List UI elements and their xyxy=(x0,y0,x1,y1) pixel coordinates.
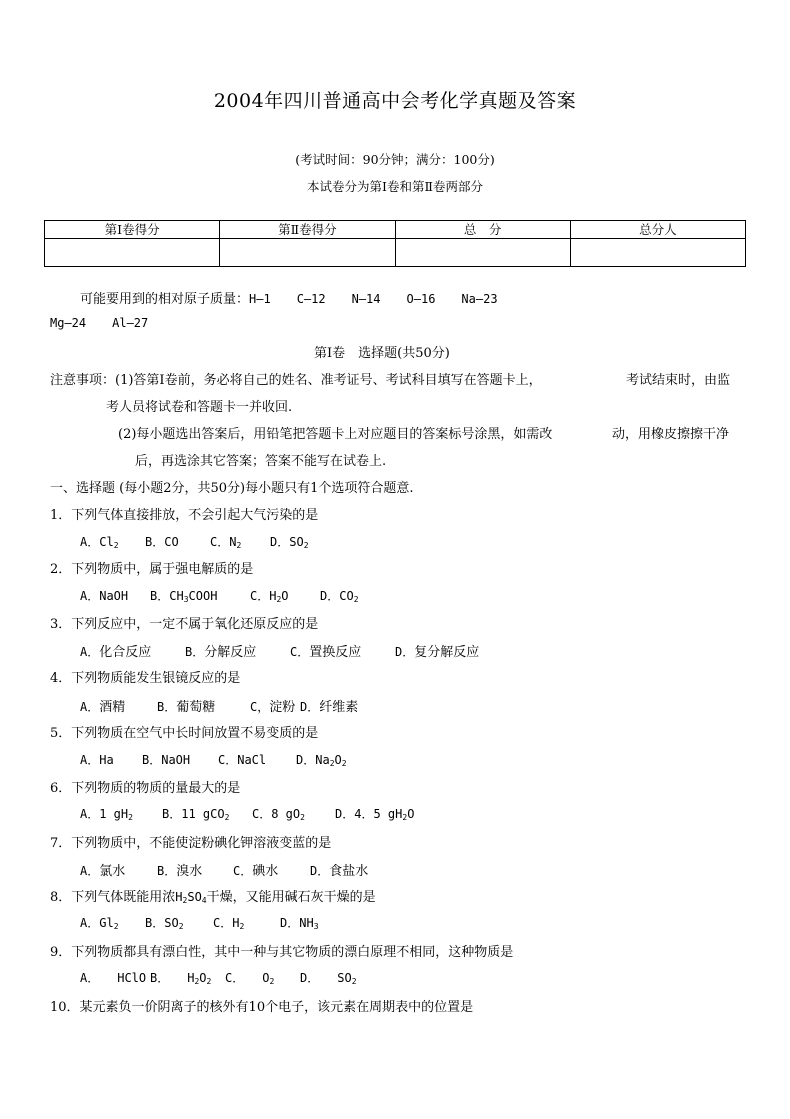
text-part: 氯水 xyxy=(99,864,126,879)
text-part: O xyxy=(199,971,207,985)
atomic-mass-mg: Mg—24 xyxy=(50,316,87,330)
text-part: CO xyxy=(164,535,179,549)
option-label: C． xyxy=(210,535,230,549)
question-4-option-a xyxy=(80,696,125,715)
option-label: C． xyxy=(218,753,238,767)
question-5-option-b xyxy=(142,751,190,768)
option-label: A． xyxy=(80,753,100,767)
option-label: C． xyxy=(290,645,310,659)
question-7-option-c xyxy=(233,860,278,879)
text-part: 复分解反应 xyxy=(414,645,480,660)
option-label: A． xyxy=(80,535,100,549)
text-part: SO xyxy=(289,535,304,549)
score-value-part2[interactable] xyxy=(220,239,395,267)
text-part: 酒精 xyxy=(99,700,126,715)
question-3-option-c xyxy=(290,641,361,660)
part-heading: 一、选择题 (每小题2分，共50分)每小题只有1个选项符合题意. xyxy=(50,481,414,496)
option-label: B． xyxy=(145,916,165,930)
option-label: A． xyxy=(80,807,100,821)
question-9-option-b xyxy=(150,969,211,986)
question-stem-3: 3．下列反应中，一定不属于氧化还原反应的是 xyxy=(50,617,319,632)
question-stem-2: 2．下列物质中，属于强电解质的是 xyxy=(50,562,254,577)
note2-tail: 动，用橡皮擦擦干净 xyxy=(612,427,730,442)
question-stem-8 xyxy=(50,886,376,905)
notes-line1 xyxy=(50,369,542,388)
text-part: Ha xyxy=(99,753,114,767)
option-label: B． xyxy=(142,753,162,767)
option-label: B． xyxy=(162,807,182,821)
option-label: B． xyxy=(150,971,170,985)
note1-tail: 考试结束时，由监 xyxy=(626,373,731,388)
question-stem-4: 4．下列物质能发生银镜反应的是 xyxy=(50,671,241,686)
text-part: 干燥，又能用碱石灰干燥的是 xyxy=(206,890,376,905)
section-title: 第Ⅰ卷 选择题(共50分) xyxy=(314,346,450,361)
score-header-total: 总 分 xyxy=(395,221,570,239)
subscript: 2 xyxy=(239,922,245,931)
subscript: 2 xyxy=(113,922,119,931)
text-part: H xyxy=(232,916,240,930)
score-table-value-row xyxy=(45,239,746,267)
atomic-mass-na: Na—23 xyxy=(461,292,498,306)
text-part: O xyxy=(334,753,342,767)
note2-line1: (2)每小题选出答案后，用铅笔把答题卡上对应题目的答案标号涂黑，如需改 xyxy=(118,427,553,442)
question-2-option-a xyxy=(80,587,128,604)
text-part: HClO xyxy=(117,971,147,985)
question-7-option-d xyxy=(310,860,368,879)
question-5-option-c xyxy=(218,751,266,768)
question-1-option-c xyxy=(210,533,241,550)
text-part: 8．下列气体既能用浓 xyxy=(50,890,176,905)
question-4-option-b xyxy=(157,696,215,715)
option-label: A． xyxy=(80,700,100,714)
subscript: 3 xyxy=(313,922,319,931)
question-3-option-a xyxy=(80,641,151,660)
option-label: C． xyxy=(225,971,245,985)
text-part: Gl xyxy=(99,916,114,930)
atomic-mass-n: N—14 xyxy=(351,292,381,306)
subscript: 2 xyxy=(300,813,305,822)
document-title: 2004年四川普通高中会考化学真题及答案 xyxy=(213,90,577,112)
text-part: NaOH xyxy=(161,753,191,767)
text-part: O xyxy=(281,589,289,603)
question-9-option-c xyxy=(225,969,274,986)
option-label: C． xyxy=(252,807,272,821)
subscript: 2 xyxy=(303,541,309,550)
subscript: 2 xyxy=(341,759,347,768)
question-4-option-d xyxy=(300,696,358,715)
text-part: 11 gCO xyxy=(181,807,225,821)
question-7-option-b xyxy=(157,860,202,879)
text-part: NH xyxy=(299,916,314,930)
question-stem-1: 1．下列气体直接排放，不会引起大气污染的是 xyxy=(50,508,319,523)
question-6-option-a xyxy=(80,805,133,822)
note2-line2: 后，再选涂其它答案；答案不能写在试卷上. xyxy=(135,454,387,469)
subscript: 2 xyxy=(276,595,282,604)
question-stem-10: 10．某元素负一价阴离子的核外有10个电子，该元素在周期表中的位置是 xyxy=(50,1000,474,1015)
note1-text: (1)答第Ⅰ卷前，务必将自己的姓名、准考证号、考试科目填写在答题卡上， xyxy=(115,373,542,388)
text-part: 置换反应 xyxy=(309,645,362,660)
question-8-option-b xyxy=(145,914,184,931)
option-label: D． xyxy=(395,645,415,659)
question-stem-7: 7．下列物质中，不能使淀粉碘化钾溶液变蓝的是 xyxy=(50,836,332,851)
text-part: 食盐水 xyxy=(329,864,369,879)
structure-note: 本试卷分为第Ⅰ卷和第Ⅱ卷两部分 xyxy=(307,179,483,194)
question-6-option-d xyxy=(335,805,414,822)
question-5-option-d xyxy=(296,751,347,768)
question-5-option-a xyxy=(80,751,114,768)
option-label: D． xyxy=(320,589,340,603)
question-6-option-b xyxy=(162,805,229,822)
atomic-masses-label: 可能要用到的相对原子质量： xyxy=(80,292,250,307)
text-part: N xyxy=(229,535,237,549)
text-part: 化合反应 xyxy=(99,645,152,660)
option-label: B． xyxy=(185,645,205,659)
option-label: C． xyxy=(233,864,253,878)
option-label: C． xyxy=(250,589,270,603)
option-label: B． xyxy=(145,535,165,549)
option-label: D． xyxy=(300,971,320,985)
question-3-option-b xyxy=(185,641,256,660)
score-header-part2: 第Ⅱ卷得分 xyxy=(220,221,395,239)
text-part: SO xyxy=(187,890,202,904)
question-7-option-a xyxy=(80,860,125,879)
question-1-option-d xyxy=(270,533,309,550)
option-label: D． xyxy=(335,807,355,821)
subscript: 2 xyxy=(113,541,119,550)
text-part: H xyxy=(187,971,195,985)
question-stem-6: 6．下列物质的物质的量最大的是 xyxy=(50,781,241,796)
subscript: 2 xyxy=(329,759,335,768)
subscript: 2 xyxy=(402,813,408,822)
text-part: 8 gO xyxy=(271,807,301,821)
option-label: D． xyxy=(300,700,320,714)
score-table xyxy=(44,220,746,267)
subscript: 2 xyxy=(206,977,212,986)
option-label: A． xyxy=(80,864,100,878)
text-part: 碘水 xyxy=(252,864,279,879)
text-part: O xyxy=(262,971,270,985)
text-part: NaOH xyxy=(99,589,129,603)
question-stem-9: 9．下列物质都具有漂白性，其中一种与其它物质的漂白原理不相同，这种物质是 xyxy=(50,945,514,960)
question-2-option-c xyxy=(250,587,289,604)
text-part: COOH xyxy=(188,589,218,603)
subscript: 2 xyxy=(236,541,242,550)
text-part: O xyxy=(407,807,415,821)
question-4-option-c xyxy=(250,696,295,715)
question-1-option-a xyxy=(80,533,119,550)
question-8-option-c xyxy=(213,914,244,931)
question-1-option-b xyxy=(145,533,179,550)
text-part: SO xyxy=(164,916,179,930)
option-label: A． xyxy=(80,589,100,603)
subscript: 2 xyxy=(182,896,188,905)
option-label: A． xyxy=(80,916,100,930)
text-part: 纤维素 xyxy=(319,700,359,715)
score-header-grader: 总分人 xyxy=(570,221,745,239)
subscript: 3 xyxy=(183,595,189,604)
text-part: 4．5 gH xyxy=(354,807,403,821)
text-part: CO xyxy=(339,589,354,603)
question-stem-5: 5．下列物质在空气中长时间放置不易变质的是 xyxy=(50,726,319,741)
option-label: A． xyxy=(80,971,100,985)
question-6-option-c xyxy=(252,805,305,822)
option-label: B． xyxy=(157,864,177,878)
atomic-masses-line1 xyxy=(80,288,498,307)
note1-line2: 考人员将试卷和答题卡一并收回. xyxy=(106,400,293,415)
option-label: B． xyxy=(157,700,177,714)
option-label: D． xyxy=(296,753,316,767)
option-label: D． xyxy=(310,864,330,878)
subscript: 4 xyxy=(201,896,207,905)
exam-info: (考试时间：90分钟；满分：100分) xyxy=(295,152,495,167)
score-table-header-row xyxy=(45,221,746,239)
score-header-part1: 第Ⅰ卷得分 xyxy=(45,221,220,239)
text-part: H xyxy=(175,890,183,904)
text-part: Cl xyxy=(99,535,114,549)
text-part: 溴水 xyxy=(176,864,203,879)
subscript: 2 xyxy=(194,977,200,986)
question-3-option-d xyxy=(395,641,479,660)
option-label: D． xyxy=(270,535,290,549)
subscript: 2 xyxy=(224,813,230,822)
text-part: Na xyxy=(315,753,330,767)
atomic-mass-h: H—1 xyxy=(249,292,271,306)
question-9-option-d xyxy=(300,969,357,986)
question-2-option-b xyxy=(150,587,217,604)
question-8-option-a xyxy=(80,914,119,931)
atomic-mass-c: C—12 xyxy=(296,292,326,306)
option-label: C． xyxy=(213,916,233,930)
text-part: H xyxy=(269,589,277,603)
option-label: A． xyxy=(80,645,100,659)
atomic-mass-al: Al—27 xyxy=(112,316,149,330)
text-part: 分解反应 xyxy=(204,645,257,660)
option-label: C， xyxy=(250,700,270,714)
question-9-option-a xyxy=(80,969,146,986)
question-2-option-d xyxy=(320,587,359,604)
option-label: B． xyxy=(150,589,170,603)
subscript: 2 xyxy=(269,977,275,986)
text-part: CH xyxy=(169,589,184,603)
text-part: 葡萄糖 xyxy=(176,700,216,715)
score-value-total[interactable] xyxy=(395,239,570,267)
question-8-option-d xyxy=(280,914,319,931)
notes-label: 注意事项： xyxy=(50,373,116,388)
text-part: 1 gH xyxy=(99,807,129,821)
atomic-mass-o: O—16 xyxy=(406,292,436,306)
option-label: D． xyxy=(280,916,300,930)
subscript: 2 xyxy=(178,922,184,931)
score-value-part1[interactable] xyxy=(45,239,220,267)
atomic-masses-line2 xyxy=(50,316,148,331)
text-part: NaCl xyxy=(237,753,267,767)
score-value-grader[interactable] xyxy=(570,239,745,267)
subscript: 2 xyxy=(351,977,357,986)
text-part: SO xyxy=(337,971,352,985)
subscript: 2 xyxy=(128,813,133,822)
text-part: 淀粉 xyxy=(269,700,296,715)
subscript: 2 xyxy=(353,595,359,604)
